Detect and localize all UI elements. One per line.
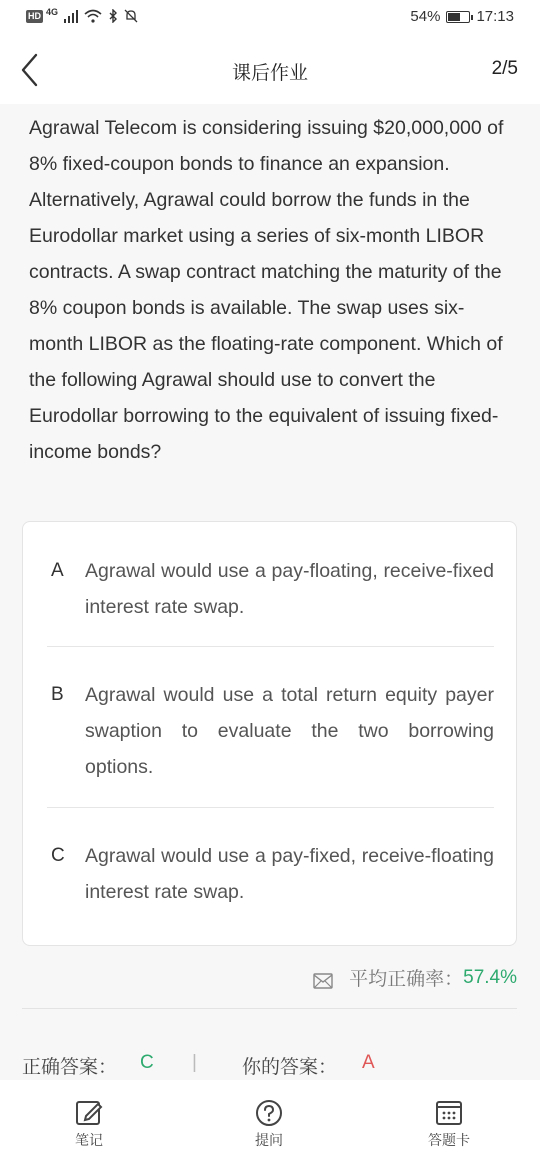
nav-answer-card[interactable] [409,1098,489,1150]
wifi-icon [84,9,102,23]
options-card [22,521,517,946]
nav-label: 答题卡 [428,1133,470,1149]
option-letter: B [51,684,64,705]
your-answer-label: 你的答案： [242,1056,338,1078]
note-edit-icon [74,1098,104,1128]
option-text: Agrawal would use a pay-fixed, receive-floating interest rate swap. [85,845,494,903]
option-letter: C [51,845,65,866]
status-left [26,9,138,23]
signal-icon [64,9,78,23]
option-text: Agrawal would use a total return equity payer swaption to evaluate the two borrowing options. [85,684,494,778]
option-divider [47,646,494,647]
option-c[interactable] [47,838,494,918]
section-divider [22,1008,517,1009]
clock: 17:13 [476,8,514,25]
bluetooth-icon [108,9,118,23]
nav-label: 提问 [255,1133,283,1149]
question-counter: 2/5 [491,58,518,79]
correct-answer-value: C [140,1052,154,1073]
nav-ask[interactable] [229,1098,309,1150]
answer-divider: | [192,1052,197,1073]
option-divider [47,807,494,808]
bottom-nav [0,1080,540,1170]
your-answer-value: A [362,1052,375,1073]
option-a[interactable] [47,553,494,633]
status-bar [0,0,540,36]
correct-answer-label: 正确答案： [22,1056,118,1078]
envelope-icon [313,973,333,989]
battery-fill [448,13,460,21]
accuracy-label: 平均正确率： [349,968,464,990]
page-title: 课后作业 [231,62,308,84]
option-letter: A [51,560,64,581]
hd-badge: HD [28,10,41,21]
option-b[interactable] [47,677,494,793]
battery-icon [446,11,470,23]
battery-percent: 54% [410,8,441,25]
average-accuracy [313,964,517,991]
nav-header [0,36,540,104]
answer-card-icon [434,1098,464,1128]
accuracy-value: 57.4% [463,966,517,988]
option-text: Agrawal would use a pay-floating, receive-fixed interest rate swap. [85,560,494,618]
nav-label: 笔记 [75,1133,103,1149]
mute-bell-icon [124,9,138,23]
status-right [410,8,514,25]
nav-notes[interactable] [49,1098,129,1150]
question-circle-icon [254,1098,284,1128]
network-label: 4G [46,7,59,17]
question-text: Agrawal Telecom is considering issuing $20,000,000 of 8% fixed-coupon bonds to finance an expansion. Alternatively, Agrawal could borrow the funds in the Eurodollar market using a series of six-month LIBOR contracts. A swap contract matching the maturity of the 8% coupon bonds is available. The swap uses six-month LIBOR as the floating-rate component. Which of the following Agrawal should use to convert the Eurodollar borrowing to the equivalent of issuing fixed-income bonds? [29,117,504,463]
